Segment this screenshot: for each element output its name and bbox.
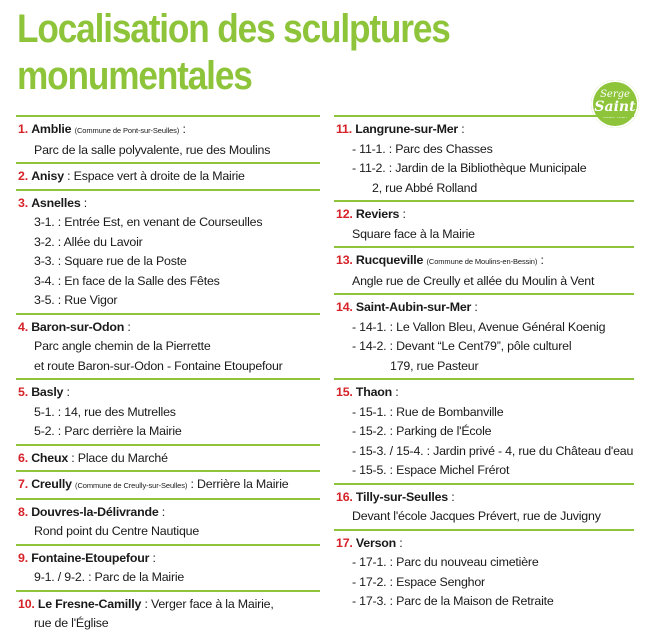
logo-line-1: Serge [600, 88, 630, 100]
location-number: 5. [18, 385, 28, 399]
commune-name: Thaon [355, 385, 393, 399]
location-line: 3-4. : En face de la Salle des Fêtes [34, 273, 220, 288]
location-heading [336, 383, 634, 403]
title-line-2: monumentales [17, 54, 252, 98]
right-column [334, 115, 634, 614]
location-heading [18, 318, 320, 338]
location-heading [336, 298, 634, 318]
location-number: 16. [336, 489, 353, 504]
page-title [17, 6, 510, 100]
location-line: 3-1. : Entrée Est, en venant de Courseulles [34, 215, 263, 229]
location-number: 8. [18, 504, 28, 519]
location-detail: : [63, 385, 70, 399]
location-line: - 14-2. : Devant “Le Cent79”, pôle culturel [352, 339, 572, 353]
location-line: - 15-3. / 15-4. : Jardin privé - 4, rue du Château d'eau [352, 443, 634, 458]
location-entry [16, 544, 320, 590]
location-detail: : [471, 300, 478, 314]
location-line: 5-1. : 14, rue des Mutrelles [34, 404, 176, 419]
location-heading [18, 503, 320, 523]
location-line: Parc de la salle polyvalente, rue des Moulins [34, 142, 271, 157]
location-heading [336, 251, 634, 272]
location-line: 179, rue Pasteur [390, 358, 479, 373]
location-entry [16, 313, 320, 379]
location-line: - 15-2. : Parking de l'École [352, 424, 492, 438]
location-number: 11. [336, 122, 352, 136]
location-heading [336, 120, 634, 140]
location-detail: : [80, 195, 88, 210]
location-entry [16, 498, 320, 544]
location-line: Square face à la Mairie [352, 226, 475, 241]
location-number: 7. [18, 477, 28, 491]
location-line: - 11-1. : Parc des Chasses [352, 141, 493, 156]
location-detail: : Espace vert à droite de la Mairie [63, 169, 245, 183]
location-entry [334, 483, 634, 529]
commune-name: Basly [31, 385, 64, 399]
location-entry [16, 470, 320, 498]
location-entry [16, 444, 320, 471]
commune-note: (Commune de Pont-sur-Seulles) [74, 126, 180, 135]
location-number: 15. [336, 385, 353, 399]
location-number: 14. [336, 300, 353, 314]
location-line: - 11-2. : Jardin de la Bibliothèque Municipale [352, 161, 587, 175]
commune-name: Douvres-la-Délivrande [31, 504, 159, 519]
location-heading [18, 383, 320, 403]
commune-name: Tilly-sur-Seulles [355, 489, 448, 504]
commune-name: Cheux [31, 450, 69, 465]
location-number: 13. [336, 253, 353, 267]
location-heading [18, 475, 320, 496]
location-line: 2, rue Abbé Rolland [372, 180, 478, 195]
location-number: 12. [336, 207, 353, 221]
location-line: rue de l'Église [34, 616, 109, 630]
location-heading [18, 167, 320, 187]
location-entry [334, 246, 634, 293]
location-line: 3-2. : Allée du Lavoir [34, 234, 143, 249]
location-detail: : [124, 319, 131, 334]
location-number: 10. [18, 596, 35, 611]
location-entry [16, 378, 320, 444]
logo-line-2: Saint [594, 98, 636, 115]
location-line: Parc angle chemin de la Pierrette [34, 339, 211, 353]
location-heading [18, 120, 320, 141]
location-detail: : [537, 253, 544, 267]
location-heading [18, 549, 320, 569]
location-line: Devant l'école Jacques Prévert, rue de Juvigny [352, 509, 601, 523]
location-entry [334, 529, 634, 614]
commune-name: Amblie [31, 122, 72, 136]
commune-name: Asnelles [31, 195, 81, 210]
commune-name: Langrune-sur-Mer [355, 122, 459, 136]
location-detail: : [158, 504, 166, 519]
location-heading [336, 534, 634, 554]
location-entry [16, 189, 320, 313]
location-number: 9. [18, 550, 28, 565]
location-detail: : [179, 122, 186, 136]
location-entry [16, 115, 320, 162]
commune-name: Verson [355, 535, 396, 550]
commune-name: Creully [31, 477, 72, 491]
commune-name: Saint-Aubin-sur-Mer [355, 300, 472, 314]
commune-name: Anisy [31, 169, 64, 183]
commune-note: (Commune de Moulins-en-Bessin) [426, 257, 538, 266]
location-line: Angle rue de Creully et allée du Moulin à Vent [352, 273, 595, 288]
location-detail: : [149, 550, 156, 565]
commune-name: Baron-sur-Odon [31, 319, 125, 334]
location-line: - 17-3. : Parc de la Maison de Retraite [352, 594, 554, 608]
location-heading [336, 205, 634, 225]
location-line: 9-1. / 9-2. : Parc de la Mairie [34, 570, 185, 584]
location-number: 6. [18, 450, 28, 465]
location-number: 1. [18, 122, 28, 136]
location-line: - 15-5. : Espace Michel Frérot [352, 463, 510, 477]
location-heading [336, 488, 634, 508]
commune-note: (Commune de Creully-sur-Seulles) [75, 481, 188, 490]
location-line: - 15-1. : Rue de Bombanville [352, 404, 504, 419]
location-number: 2. [18, 169, 28, 183]
location-detail: : [458, 122, 465, 136]
location-detail: : Verger face à la Mairie, [141, 596, 274, 611]
logo-line-3: SCULPTEUR [602, 113, 628, 119]
commune-name: Rucqueville [355, 253, 424, 267]
title-line-1: Localisation des sculptures [17, 7, 450, 51]
location-line: 3-3. : Square rue de la Poste [34, 254, 187, 268]
location-line: 5-2. : Parc derrière la Mairie [34, 424, 182, 438]
location-entry [16, 590, 320, 636]
location-detail: : [447, 489, 455, 504]
location-line: - 17-1. : Parc du nouveau cimetière [352, 555, 539, 569]
location-entry [334, 115, 634, 200]
location-line: 3-5. : Rue Vigor [34, 293, 118, 307]
location-number: 3. [18, 195, 28, 210]
location-detail: : Derrière la Mairie [187, 477, 289, 491]
location-number: 4. [18, 319, 28, 334]
location-detail: : Place du Marché [68, 450, 168, 465]
location-detail: : [392, 385, 399, 399]
location-heading [18, 595, 320, 615]
location-entry [16, 162, 320, 189]
location-entry [334, 378, 634, 483]
location-entry [334, 293, 634, 378]
location-line: Rond point du Centre Nautique [34, 524, 200, 538]
location-heading [18, 449, 320, 469]
location-line: - 14-1. : Le Vallon Bleu, Avenue Général Koenig [352, 319, 606, 334]
location-line: - 17-2. : Espace Senghor [352, 574, 485, 589]
location-detail: : [396, 535, 403, 550]
left-column [16, 115, 320, 636]
location-detail: : [399, 207, 406, 221]
location-line: et route Baron-sur-Odon - Fontaine Etoupefour [34, 358, 283, 373]
location-heading [18, 194, 320, 214]
commune-name: Fontaine-Etoupefour [31, 550, 150, 565]
commune-name: Le Fresne-Camilly [37, 596, 142, 611]
location-number: 17. [336, 535, 353, 550]
commune-name: Reviers [355, 207, 400, 221]
location-entry [334, 200, 634, 246]
